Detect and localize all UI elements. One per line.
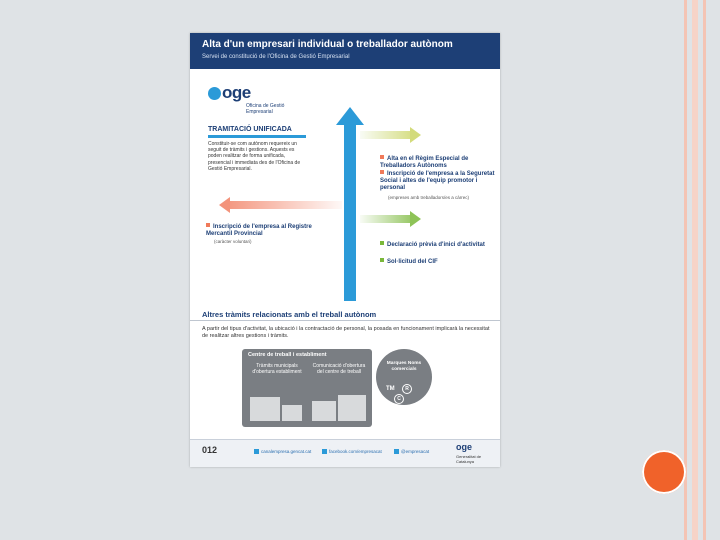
list-item <box>206 223 331 238</box>
workplace-box <box>242 349 372 427</box>
list-item-text: Sol·licitud del CIF <box>387 259 438 265</box>
list-item <box>380 241 495 249</box>
list-item-text: Inscripció de l'empresa al Registre Mercantil Provincial <box>206 224 312 237</box>
list-item <box>380 155 495 170</box>
list-item <box>380 258 495 266</box>
workplace-col-1: Tràmits municipals d'obertura establiment <box>252 363 302 375</box>
right-arrow-upper <box>360 131 410 139</box>
facebook-icon <box>322 449 327 454</box>
right-arrow-lower-head-icon <box>410 211 421 227</box>
poster-subtitle: Servei de constitució de l'Oficina de Gestió Empresarial <box>202 54 350 60</box>
copyright-icon: C <box>394 394 404 404</box>
shop-icon <box>312 401 336 421</box>
section-underline <box>208 135 306 138</box>
left-arrow-head-icon <box>219 197 230 213</box>
list-item <box>380 170 495 192</box>
logo-subtitle: Oficina de Gestió Empresarial <box>246 103 285 115</box>
left-note: (caràcter voluntari) <box>214 239 252 244</box>
decorative-rail-left <box>684 0 687 540</box>
building-icon <box>282 405 302 421</box>
footer-link <box>254 449 311 454</box>
footer-link <box>394 449 429 454</box>
bullet-arrow-icon <box>380 241 384 245</box>
footer-government: Generalitat de Catalunya <box>456 454 482 464</box>
list-item-text: Declaració prèvia d'inici d'activitat <box>387 242 485 248</box>
divider <box>190 320 500 321</box>
trademarks-title: Marques Noms comercials <box>386 361 422 372</box>
list-item-text: Alta en el Règim Especial de Treballadors Autònoms <box>380 156 469 169</box>
office-icon <box>338 395 366 421</box>
poster-header <box>190 33 500 69</box>
twitter-icon <box>394 449 399 454</box>
related-title: Altres tràmits relacionats amb el treball autònom <box>202 310 377 319</box>
bullet-arrow-icon <box>380 170 384 174</box>
section-title: TRAMITACIÓ UNIFICADA <box>208 126 292 133</box>
decorative-rail-right <box>703 0 706 540</box>
left-arrow <box>230 201 342 209</box>
footer-link-text: facebook.com/empresacat <box>329 449 382 454</box>
logo-dot-icon <box>208 87 221 100</box>
right-arrow-lower <box>360 215 410 223</box>
intro-text: Constituir-se com autònom requereix un seguit de tràmits i gestions. Aquests es poden realitzar de forma unificada, presencial i immediata des de l'Oficina de Gestió Empresarial. <box>208 141 301 172</box>
footer-link-text: canalempresa.gencat.cat <box>261 449 312 454</box>
factory-icon <box>250 397 280 421</box>
trademarks-circle <box>376 349 432 405</box>
bullet-arrow-icon <box>380 258 384 262</box>
workplace-box-title: Centre de treball i establiment <box>248 352 327 358</box>
poster-footer <box>190 439 500 467</box>
slide-accent-circle <box>642 450 686 494</box>
related-text: A partir del tipus d'activitat, la ubicació i la contractació de personal, la posada en funcionament implicarà la necessitat de realitzar altres gestions i tràmits. <box>202 326 490 339</box>
decorative-rail-middle <box>692 0 698 540</box>
workplace-col-2: Comunicació d'obertura del centre de treball <box>312 363 366 375</box>
right-arrow-upper-head-icon <box>410 127 421 143</box>
registered-icon: R <box>402 384 412 394</box>
right-note: (empreses amb treballadors/es a càrrec) <box>388 195 470 200</box>
poster-image <box>190 33 500 467</box>
web-icon <box>254 449 259 454</box>
footer-link <box>322 449 382 454</box>
logo-word: oge <box>222 83 251 102</box>
bullet-arrow-icon <box>380 155 384 159</box>
footer-link-text: @empresacat <box>401 449 430 454</box>
footer-logo: oge <box>456 442 473 452</box>
bullet-arrow-icon <box>206 223 210 227</box>
list-item-text: Inscripció de l'empresa a la Seguretat Social i altes de l'equip promotor i personal <box>380 171 495 191</box>
tm-icon: TM <box>386 386 395 392</box>
footer-phone: 012 <box>202 445 218 455</box>
vertical-arrow-shaft <box>344 123 356 301</box>
poster-title: Alta d'un empresari individual o treballador autònom <box>202 39 453 50</box>
